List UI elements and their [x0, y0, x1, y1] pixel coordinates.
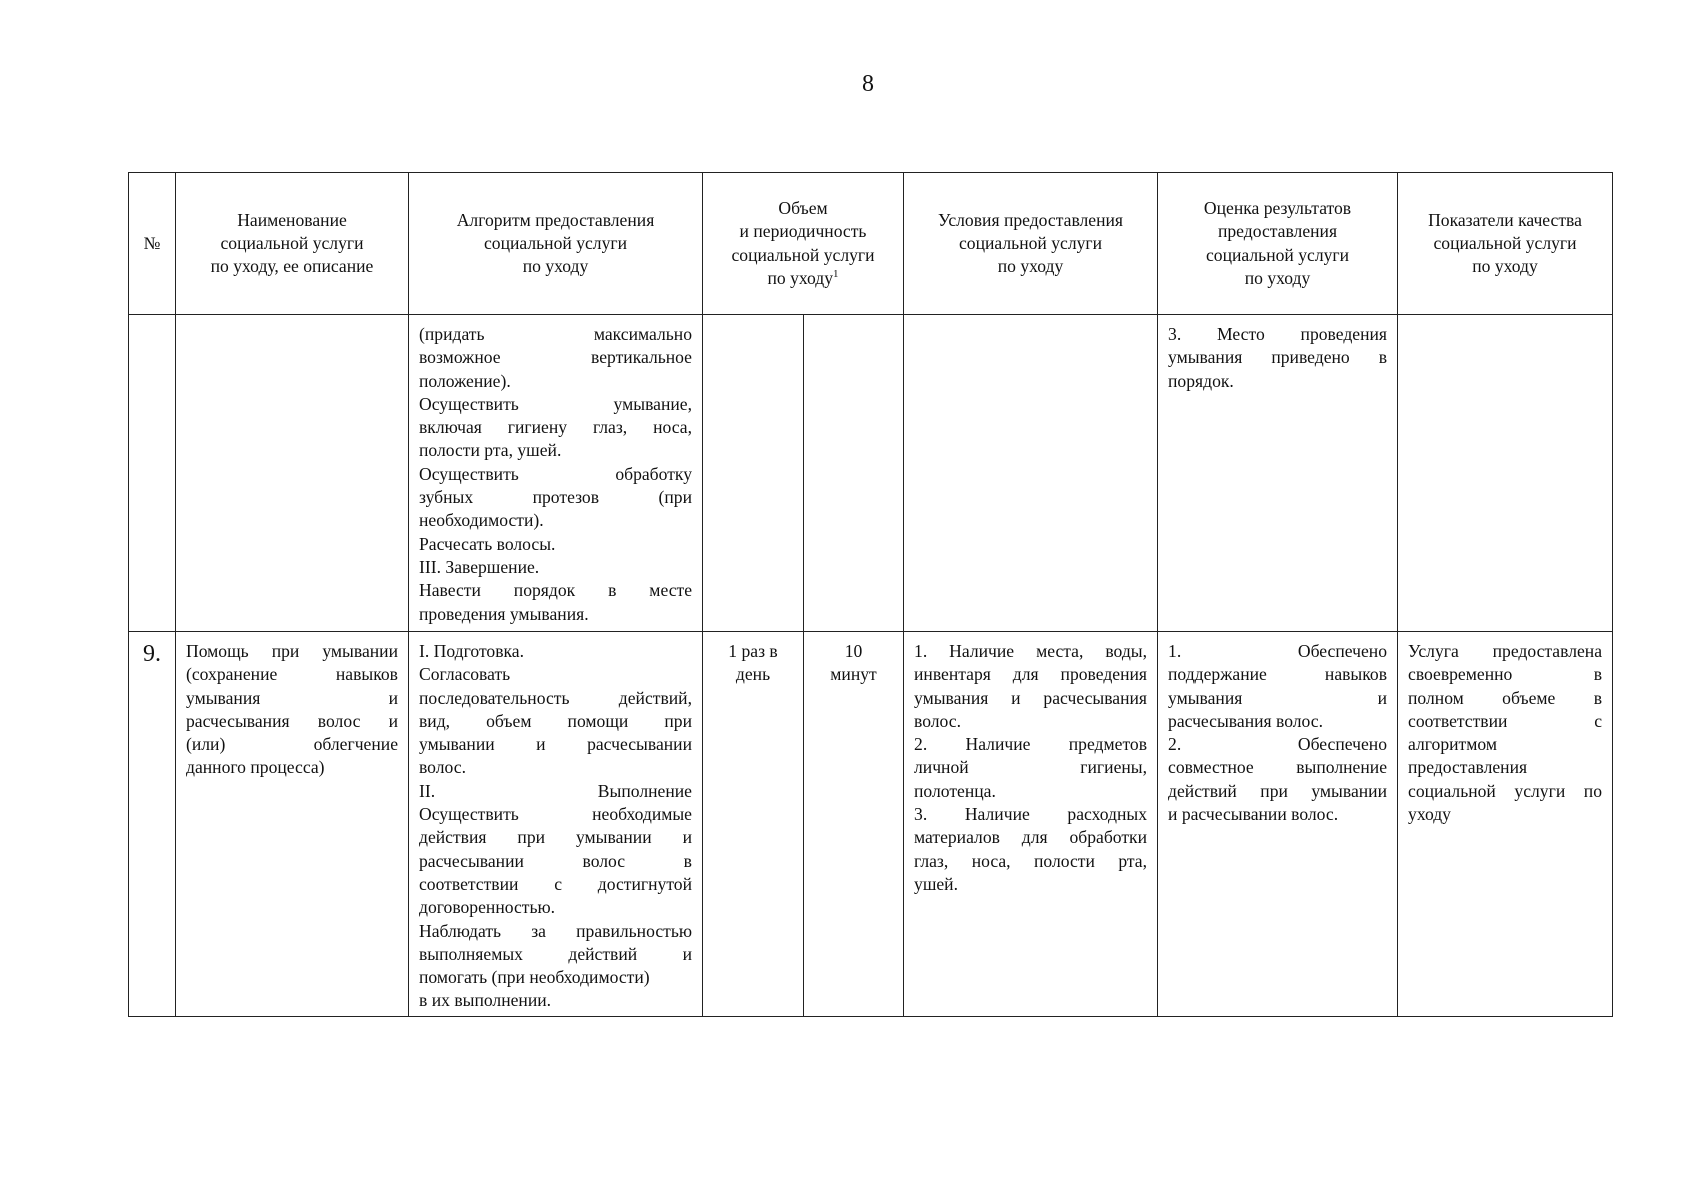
text-line: умывания и расчесывания — [914, 687, 1148, 708]
text-line: материалов для обработки — [914, 827, 1148, 848]
text-line: умывания и — [186, 687, 398, 708]
text-line: необходимости). — [419, 510, 544, 531]
services-table — [128, 172, 1613, 1017]
page-number: 8 — [862, 71, 874, 97]
text-line: полости рта, ушей. — [419, 440, 562, 461]
header-evaluation: Оценка результатов предоставления социальной услуги по уходу — [1158, 173, 1398, 315]
text-line: соответствии с — [1408, 710, 1603, 731]
cell-name-empty — [176, 315, 409, 632]
header-algorithm: Алгоритм предоставления социальной услуги по уходу — [409, 173, 703, 315]
text-line: действия при умывании и — [419, 827, 692, 848]
text-line: расчесывания волос. — [1168, 710, 1323, 731]
text-line: волос. — [914, 710, 961, 731]
text-line: зубных протезов (при — [419, 487, 692, 508]
text-line: (придать максимально — [419, 324, 692, 344]
text-line: умывания приведено в — [1168, 347, 1388, 368]
cell-evaluation-continued — [1158, 315, 1398, 632]
footnote-mark: 1 — [833, 267, 839, 280]
text-line: полном объеме в — [1408, 687, 1603, 708]
text-line: инвентаря для проведения — [914, 664, 1148, 685]
text-line: социальной услуги по — [1408, 780, 1603, 801]
text-line: глаз, носа, полости рта, — [914, 850, 1148, 871]
text-line: и расчесывании волос. — [1168, 804, 1339, 825]
text-line: Осуществить умывание, — [419, 393, 692, 414]
cell-evaluation — [1158, 632, 1398, 1017]
text-line: в их выполнении. — [419, 990, 552, 1011]
text-line: I. Подготовка. — [419, 641, 524, 661]
text-line: Осуществить обработку — [419, 463, 692, 484]
text-line: помогать (при необходимости) — [419, 967, 650, 988]
text-line: 3. Наличие расходных — [914, 804, 1148, 825]
text-line: данного процесса) — [186, 757, 325, 778]
cell-period-empty — [804, 315, 904, 632]
text-line: договоренностью. — [419, 897, 556, 918]
cell-volume — [703, 632, 804, 1017]
cell-period — [804, 632, 904, 1017]
text-line: Согласовать — [419, 664, 511, 685]
text-line: проведения умывания. — [419, 603, 589, 624]
table-row-9 — [129, 632, 1613, 1017]
text-line: II. Выполнение — [419, 780, 692, 801]
header-quality: Показатели качества социальной услуги по уходу — [1398, 173, 1613, 315]
cell-algorithm — [409, 632, 703, 1017]
header-number: № — [129, 173, 176, 315]
text-line: минут — [830, 664, 877, 685]
table-header-row — [129, 173, 1613, 315]
text-line: 10 — [844, 641, 863, 661]
header-service-name: Наименование социальной услуги по уходу, ее описание — [176, 173, 409, 315]
cell-conditions — [904, 632, 1158, 1017]
cell-quality-empty — [1398, 315, 1613, 632]
cell-row-number: 9. — [129, 632, 176, 1017]
text-line: 1 раз в — [728, 641, 778, 661]
text-line: действий при умывании — [1168, 780, 1388, 801]
text-line: вид, объем помощи при — [419, 710, 692, 731]
text-line: 1. Наличие места, воды, — [914, 641, 1148, 661]
text-line: включая гигиену глаз, носа, — [419, 417, 692, 438]
text-line: положение). — [419, 370, 511, 391]
text-line: поддержание навыков — [1168, 664, 1388, 685]
cell-algorithm-continued — [409, 315, 703, 632]
text-line: Навести порядок в месте — [419, 580, 692, 601]
table-row-continued — [129, 315, 1613, 632]
text-line: уходу — [1408, 804, 1451, 825]
text-line: алгоритмом — [1408, 734, 1497, 755]
text-line: умывания и — [1168, 687, 1388, 708]
text-line: Услуга предоставлена — [1408, 641, 1603, 661]
text-line: день — [735, 664, 771, 685]
text-line: 3. Место проведения — [1168, 324, 1388, 344]
cell-volume-empty — [703, 315, 804, 632]
header-volume: Объем и периодичность социальной услуги по уходу$^1$ — [703, 173, 904, 315]
text-line: Расчесать волосы. — [419, 533, 556, 554]
text-line: полотенца. — [914, 780, 996, 801]
text-line: 1. Обеспечено — [1168, 641, 1388, 661]
text-line: расчесывания волос и — [186, 710, 398, 731]
cell-number-empty — [129, 315, 176, 632]
text-line: предоставления — [1408, 757, 1528, 778]
text-line: порядок. — [1168, 370, 1234, 391]
text-line: возможное вертикальное — [419, 347, 692, 368]
text-line: ушей. — [914, 873, 958, 894]
text-line: последовательность действий, — [419, 687, 692, 708]
text-line: 2. Обеспечено — [1168, 734, 1388, 755]
cell-conditions-empty — [904, 315, 1158, 632]
text-line: своевременно в — [1408, 664, 1603, 685]
text-line: совместное выполнение — [1168, 757, 1388, 778]
text-line: волос. — [419, 757, 466, 778]
text-line: личной гигиены, — [914, 757, 1148, 778]
text-line: выполняемых действий и — [419, 943, 692, 964]
cell-service-name — [176, 632, 409, 1017]
text-line: 2. Наличие предметов — [914, 734, 1148, 755]
text-line: расчесывании волос в — [419, 850, 692, 871]
header-conditions: Условия предоставления социальной услуги по уходу — [904, 173, 1158, 315]
text-line: Помощь при умывании — [186, 641, 398, 661]
text-line: Наблюдать за правильностью — [419, 920, 692, 941]
text-line: III. Завершение. — [419, 556, 540, 577]
cell-quality — [1398, 632, 1613, 1017]
text-line: умывании и расчесывании — [419, 734, 692, 755]
text-line: Осуществить необходимые — [419, 804, 692, 825]
text-line: (сохранение навыков — [186, 664, 398, 685]
text-line: (или) облегчение — [186, 734, 398, 755]
text-line: соответствии с достигнутой — [419, 873, 692, 894]
